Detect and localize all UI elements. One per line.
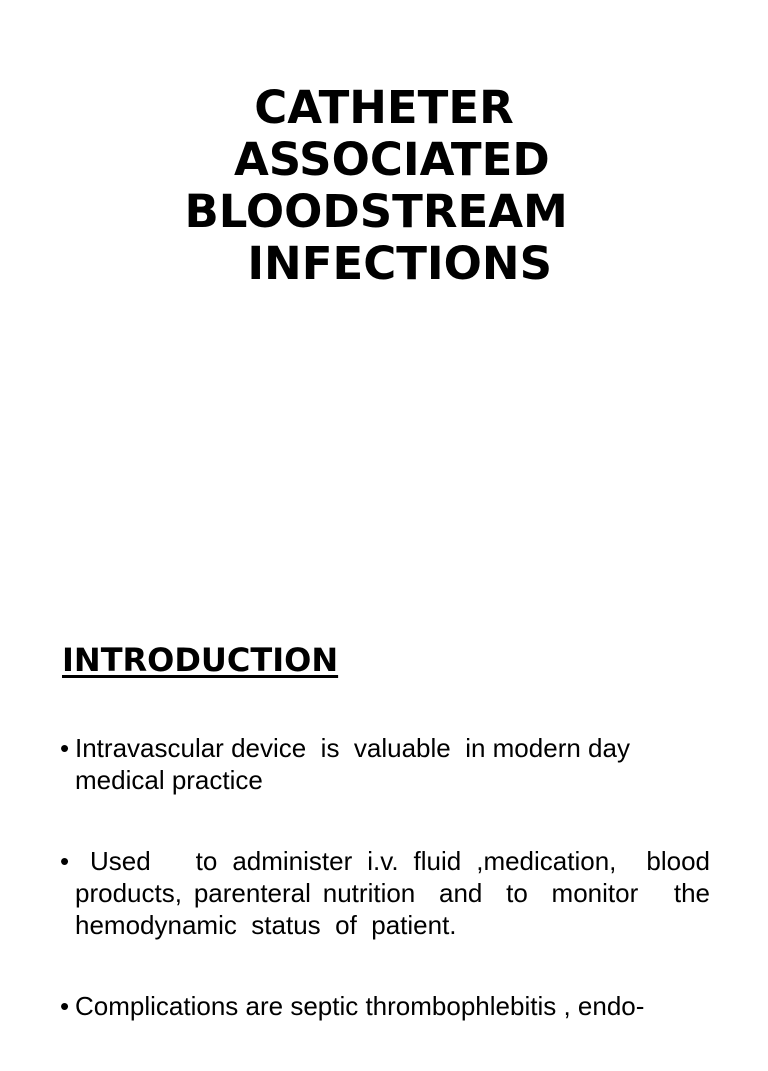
title-line-2: ASSOCIATED xyxy=(218,133,550,186)
bullet-text: Used to administer i.v. fluid ,medication, blood products, parenteral nutrition and to monitor the hemodynamic status of patient. xyxy=(75,846,718,940)
bullet-dot: • xyxy=(60,991,70,1021)
title-line-3: BLOODSTREAM xyxy=(184,185,584,238)
bullet-item xyxy=(60,990,710,1022)
title-line-4: INFECTIONS xyxy=(215,237,552,290)
slide-title xyxy=(0,82,768,290)
bullet-item xyxy=(60,732,710,796)
bullet-text: Complications are septic thrombophlebitis , endo- xyxy=(75,991,645,1021)
title-line-1: CATHETER xyxy=(254,81,514,134)
bullet-text: Intravascular device is valuable in modern day medical practice xyxy=(75,733,638,795)
bullet-dot: • xyxy=(60,733,70,763)
bullet-item xyxy=(60,845,718,941)
bullet-list xyxy=(60,732,718,1071)
bullet-dot: • xyxy=(60,846,70,876)
section-heading: INTRODUCTION xyxy=(62,641,339,679)
